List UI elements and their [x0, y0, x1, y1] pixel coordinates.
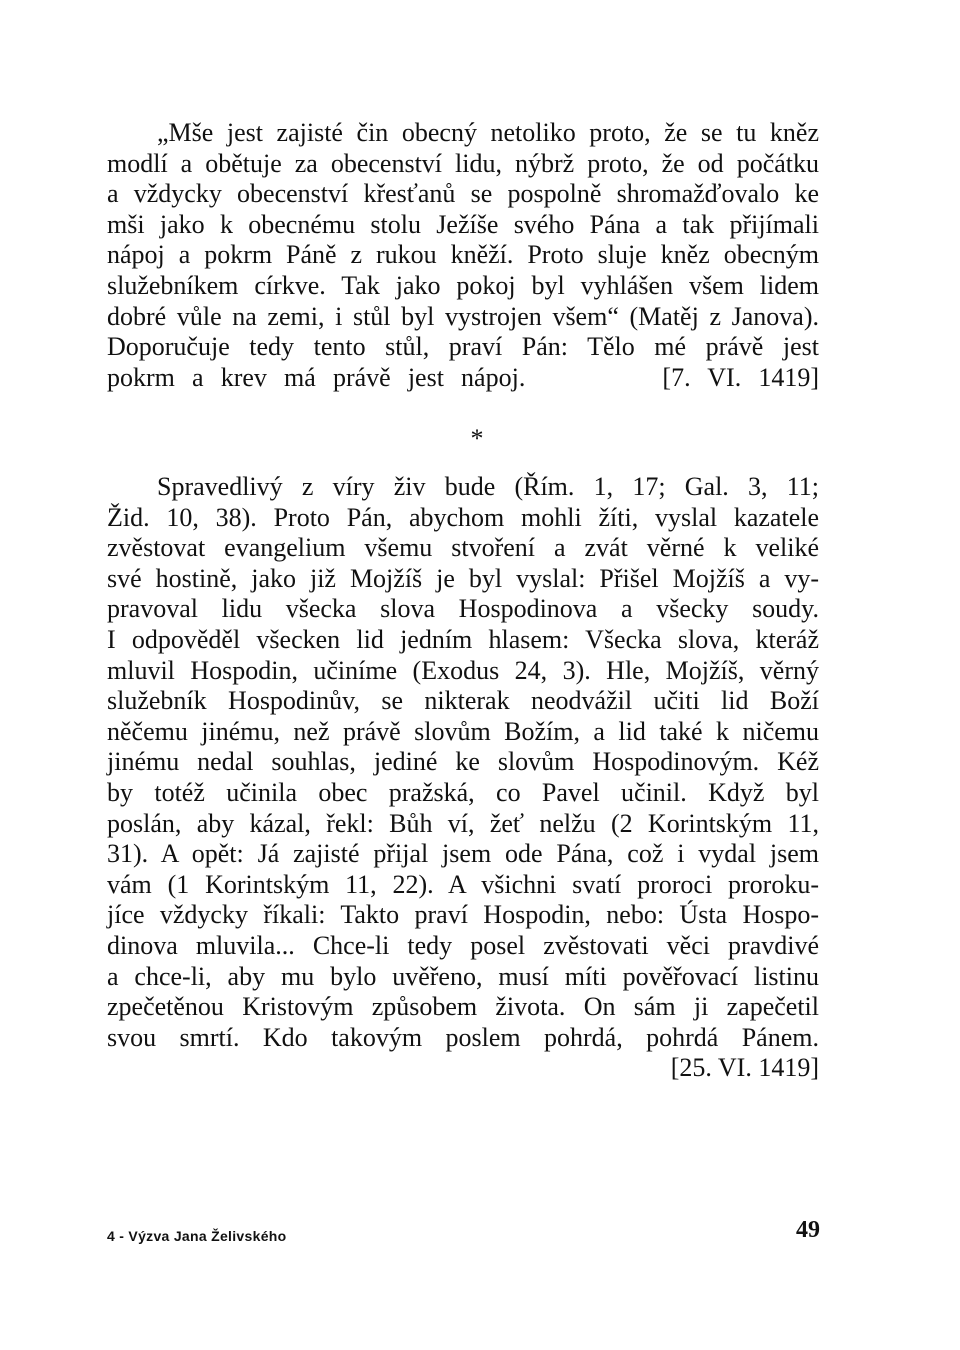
text-line: Žid. 10, 38). Proto Pán, abychom mohli žíti, vyslal kazatele — [107, 502, 819, 532]
footer-book-title: 4 - Výzva Jana Želivského — [107, 1228, 287, 1244]
text-line: svou smrtí. Kdo takovým poslem pohrdá, pohrdá Pánem. — [107, 1022, 819, 1052]
page-number: 49 — [796, 1217, 820, 1243]
text-line: své hostině, jako již Mojžíš je byl vyslal: Přišel Mojžíš a vy- — [107, 563, 819, 593]
section-separator — [0, 424, 960, 454]
text-line-with-date: pokrm a krev má právě jest nápoj. [7. VI. 1419] — [107, 362, 819, 392]
text-line: jinému nedal souhlas, jediné ke slovům Hospodinovým. Kéž — [107, 747, 819, 777]
text-line: mši jako k obecnému stolu Ježíše svého Pána a tak přijímali — [107, 209, 819, 239]
text-line: zvěstovat evangelium všemu stvoření a zvát věrné k veliké — [107, 533, 819, 563]
text-line: by totéž učinila obec pražská, co Pavel učinil. Když byl — [107, 777, 819, 807]
text-line: pravoval lidu všecka slova Hospodinova a všecky soudy. — [107, 594, 819, 624]
text-line: něčemu jinému, než právě slovům Božím, a lid také k ničemu — [107, 716, 819, 746]
text-line: a vždycky obecenství křesťanů se pospolně shromažďovalo ke — [107, 179, 819, 209]
text-line: dinova mluvila... Chce-li tedy posel zvěstovati věci pravdivé — [107, 930, 819, 960]
text-line: vám (1 Korintským 11, 22). A všichni svatí proroci proroku- — [107, 869, 819, 899]
asterisk-separator: * — [470, 424, 484, 453]
text-line: modlí a obětuje za obecenství lidu, nýbrž proto, že od počátku — [107, 148, 819, 178]
text-line: mluvil Hospodin, učiníme (Exodus 24, 3). Hle, Mojžíš, věrný — [107, 655, 819, 685]
text-line: dobré vůle na zemi, i stůl byl vystrojen všem“ (Matěj z Janova). — [107, 301, 819, 331]
text-line: „Mše jest zajisté čin obecný netoliko proto, že se tu kněz — [157, 118, 819, 147]
text-line: nápoj a pokrm Páně z rukou kněží. Proto sluje kněz obecným — [107, 240, 819, 270]
paragraph-quote — [107, 118, 819, 393]
text-line: 31). A opět: Já zajisté přijal jsem ode Pána, což i vydal jsem — [107, 839, 819, 869]
date-line: [25. VI. 1419] — [670, 1053, 819, 1083]
text-line: Doporučuje tedy tento stůl, praví Pán: Tělo mé právě jest — [107, 332, 819, 362]
text-line: a chce-li, aby mu bylo uvěřeno, musí míti pověřovací listinu — [107, 961, 819, 991]
text-line: I odpověděl všecken lid jedním hlasem: Všecka slova, kteráž — [107, 624, 819, 654]
text-line: poslán, aby kázal, řekl: Bůh ví, žeť nelžu (2 Korintským 11, — [107, 808, 819, 838]
paragraph-sermon — [107, 472, 819, 1084]
text-line: Spravedlivý z víry živ bude (Řím. 1, 17; Gal. 3, 11; — [157, 472, 819, 501]
text-line: služebníkem církve. Tak jako pokoj byl vyhlášen všem lidem — [107, 270, 819, 300]
text-line: jíce vždycky říkali: Takto praví Hospodin, nebo: Ústa Hospo- — [107, 900, 819, 930]
text-line: zpečetěnou Kristovým způsobem života. On sám ji zapečetil — [107, 992, 819, 1022]
text-line: služebník Hospodinův, se nikterak neodvážil učiti lid Boží — [107, 686, 819, 716]
